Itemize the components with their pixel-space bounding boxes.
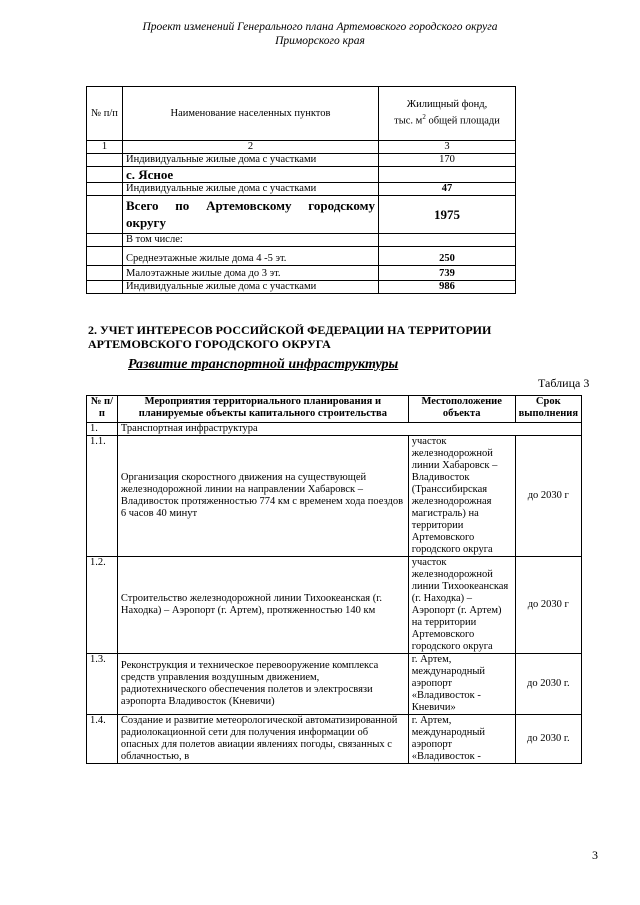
- table-row: [87, 167, 516, 183]
- col-num-header: № п/п: [87, 396, 118, 423]
- row-location: участок железнодорожной линии Хабаровск – Владивосток (Транссибирская железнодорожная магистраль) на территории Артемовского городского округа: [408, 436, 515, 557]
- settlement-name: с. Ясное: [123, 167, 379, 183]
- table-row: [87, 654, 582, 715]
- row-term: до 2030 г: [515, 557, 581, 654]
- table-row: [87, 715, 582, 764]
- row-num: 1.1.: [87, 436, 118, 557]
- col-fund-line3: общей площади: [425, 115, 500, 127]
- col-measure-header: Мероприятия территориального планирования и планируемые объекты капитального строительства: [117, 396, 408, 423]
- index-cell: 3: [379, 141, 516, 154]
- table-row: [87, 247, 516, 266]
- empty-cell: [87, 266, 123, 281]
- table-row: [87, 281, 516, 294]
- total-value: 1975: [379, 196, 516, 234]
- row-value: 986: [379, 281, 516, 294]
- index-row: [87, 141, 516, 154]
- empty-cell: [87, 247, 123, 266]
- table-row: [87, 154, 516, 167]
- row-num: 1.2.: [87, 557, 118, 654]
- measures-table: [86, 395, 582, 764]
- col-fund-sup: 2: [422, 113, 426, 122]
- table-row: [87, 557, 582, 654]
- row-measure: Организация скоростного движения на существующей железнодорожной линии на направлении Хабаровск – Владивосток протяженностью 774 км с временем хода поездов 6 часов 40 минут: [117, 436, 408, 557]
- header-line-2: Приморского края: [275, 35, 365, 47]
- group-title: Транспортная инфраструктура: [117, 423, 581, 436]
- row-measure: Строительство железнодорожной линии Тихоокеанская (г. Находка) – Аэропорт (г. Артем), протяженностью 140 км: [117, 557, 408, 654]
- col-fund-line2: тыс. м: [394, 115, 423, 127]
- document-header: [0, 20, 640, 48]
- table-row: [87, 266, 516, 281]
- col-num-header: № п/п: [87, 87, 123, 141]
- row-value: 739: [379, 266, 516, 281]
- subsection-title: Развитие транспортной инфраструктуры: [128, 357, 399, 372]
- index-cell: 1: [87, 141, 123, 154]
- measures-table-header: [87, 396, 582, 423]
- row-value: [379, 167, 516, 183]
- row-location: участок железнодорожной линии Тихоокеанская (г. Находка) – Аэропорт (г. Артем) на территории Артемовского городского округа: [408, 557, 515, 654]
- table-row: [87, 234, 516, 247]
- row-measure: Создание и развитие метеорологической автоматизированной радиолокационной сети для получения информации об опасных для полетов авиации явлениях погоды, связанных с облачностью, в: [117, 715, 408, 764]
- section-title: 2. УЧЕТ ИНТЕРЕСОВ РОССИЙСКОЙ ФЕДЕРАЦИИ НА ТЕРРИТОРИИ АРТЕМОВСКОГО ГОРОДСКОГО ОКРУГА: [88, 323, 492, 351]
- row-value: 250: [379, 247, 516, 266]
- row-name: Среднеэтажные жилые дома 4 -5 эт.: [123, 247, 379, 266]
- table-row: [87, 183, 516, 196]
- row-num: 1.3.: [87, 654, 118, 715]
- col-fund-line1: Жилищный фонд,: [406, 99, 488, 111]
- col-name-header: Наименование населенных пунктов: [123, 87, 379, 141]
- row-name: Индивидуальные жилые дома с участками: [123, 281, 379, 294]
- row-term: до 2030 г.: [515, 715, 581, 764]
- table-row: [87, 436, 582, 557]
- row-value: 47: [379, 183, 516, 196]
- total-label: Всего по Артемовскому городскому округу: [123, 196, 379, 234]
- housing-table-header: [87, 87, 516, 141]
- table-row: [87, 196, 516, 234]
- page-number: 3: [592, 848, 598, 862]
- col-term-header: Срок выполнения: [515, 396, 581, 423]
- row-num: 1.4.: [87, 715, 118, 764]
- row-name: Индивидуальные жилые дома с участками: [123, 154, 379, 167]
- empty-cell: [87, 234, 123, 247]
- row-name: Индивидуальные жилые дома с участками: [123, 183, 379, 196]
- group-row: [87, 423, 582, 436]
- empty-cell: [87, 167, 123, 183]
- row-value: 170: [379, 154, 516, 167]
- empty-cell: [87, 183, 123, 196]
- housing-table: [86, 86, 516, 294]
- row-term: до 2030 г.: [515, 654, 581, 715]
- row-measure: Реконструкция и техническое перевооружение комплекса средств управления воздушным движением, радиотехнического обеспечения полетов и электросвязи аэропорта Владивосток (Кневичи): [117, 654, 408, 715]
- row-name: Малоэтажные жилые дома до 3 эт.: [123, 266, 379, 281]
- row-value: [379, 234, 516, 247]
- col-location-header: Местоположение объекта: [408, 396, 515, 423]
- col-fund-header: [379, 87, 516, 141]
- empty-cell: [87, 281, 123, 294]
- header-line-1: Проект изменений Генерального плана Артемовского городского округа: [142, 21, 498, 33]
- row-location: г. Артем, международный аэропорт «Владивосток -: [408, 715, 515, 764]
- row-location: г. Артем, международный аэропорт «Владивосток - Кневичи»: [408, 654, 515, 715]
- row-name: В том числе:: [123, 234, 379, 247]
- empty-cell: [87, 154, 123, 167]
- row-term: до 2030 г: [515, 436, 581, 557]
- empty-cell: [87, 196, 123, 234]
- group-num: 1.: [87, 423, 118, 436]
- table-label: Таблица 3: [538, 376, 590, 390]
- index-cell: 2: [123, 141, 379, 154]
